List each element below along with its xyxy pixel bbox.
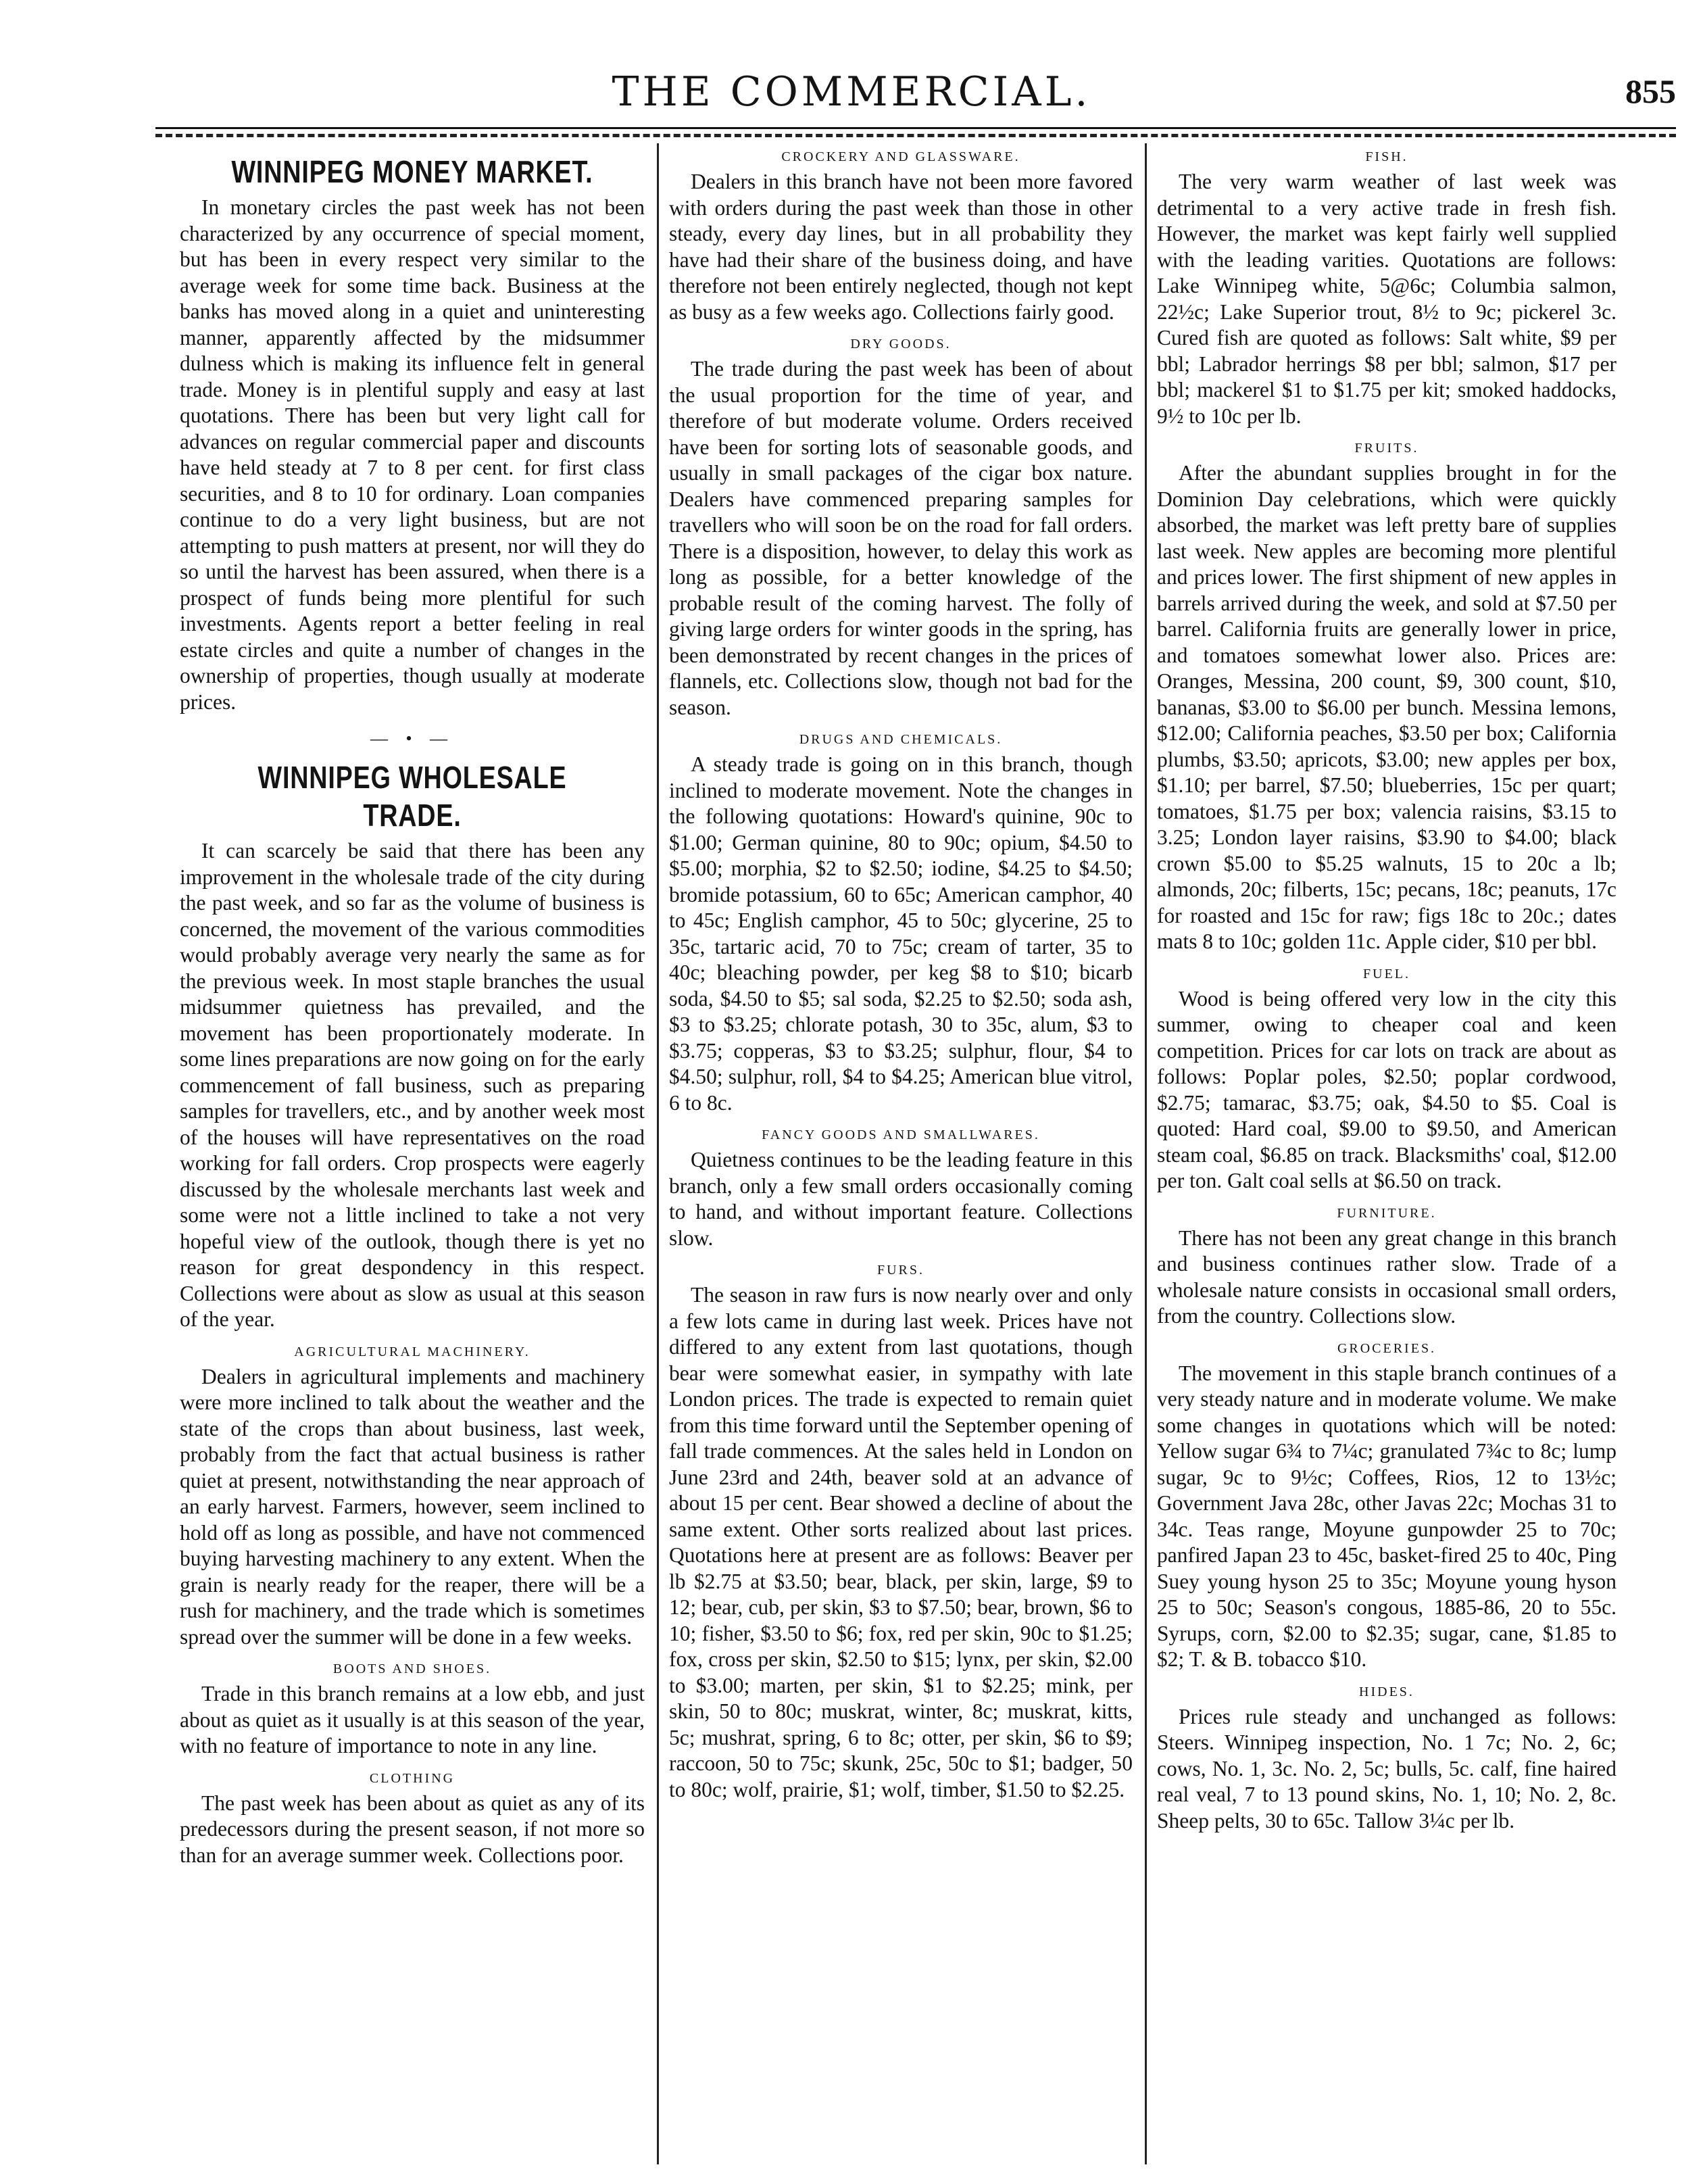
fruits-heading: FRUITS.: [1354, 441, 1419, 456]
furs-paragraph: The season in raw furs is now nearly over and only a few lots came in during last week. Prices have not differed to any extent from last quotations, though bear were somewhat easier, in sympathy with late London prices. The trade is expected to remain quiet from this time forward until the September opening of fall trade commences. At the sales held in London on June 23rd and 24th, beaver sold at an advance of about 15 per cent. Bear showed a decline of about the same extent. Other sorts realized about last prices. Quotations here at present are as follows: Beaver per lb $2.75 at $3.50; bear, black, per skin, large, $9 to 12; bear, cub, per skin, $3 to $7.50; bear, brown, $6 to 10; fisher, $3.50 to $6; fox, red per skin, 90c to $1.25; fox, cross per skin, $2.50 to $15; lynx, per skin, $2.00 to $3.00; marten, per skin, $1 to $2.25; mink, per skin, 50 to 80c; muskrat, winter, 8c; muskrat, kitts, 5c; mushrat, spring, 6 to 8c; otter, per skin, $6 to $9; raccoon, 50 to 75c; skunk, 25c, 50c to $1; badger, 50 to 80c; wolf, prairie, $1; wolf, timber, $1.50 to $2.25.: [669, 1283, 1133, 1801]
page-header: [0, 0, 1703, 135]
page-number: 855: [1625, 72, 1676, 110]
furs-heading: FURS.: [877, 1263, 925, 1278]
wholesale-trade-title: WINNIPEG WHOLESALE TRADE.: [257, 760, 567, 833]
groceries-heading: GROCERIES.: [1337, 1340, 1437, 1356]
column-divider-1: [657, 143, 659, 2164]
crockery-heading: CROCKERY AND GLASSWARE.: [781, 149, 1020, 164]
boots-shoes-paragraph: Trade in this branch remains at a low ebb, and just about as quiet as it usually is at this season of the year, with no feature of importance to note in any line.: [180, 1682, 645, 1757]
hides-paragraph: Prices rule steady and unchanged as follows: Steers. Winnipeg inspection, No. 1 7c; No. 2, 6c; cows, No. 1, 3c. No. 2, 5c; bulls, 5c. calf, fine haired real veal, 7 to 13 pound skins, No. 1, 10; No. 2, 8c. Sheep pelts, 30 to 65c. Tallow 3¼c per lb.: [1157, 1704, 1616, 1833]
drugs-chemicals-paragraph: A steady trade is going on in this branch, though inclined to moderate movement. Note the changes in the following quotations: Howard's quinine, 90c to $1.00; German quinine, 80 to 90c; opium, $4.50 to $5.00; morphia, $2 to $2.50; iodine, $4.25 to $4.50; bromide potassium, 60 to 65c; American camphor, 40 to 45c; English camphor, 45 to 50c; glycerine, 25 to 35c, tartaric acid, 70 to 75c; cream of tarter, 35 to 40c; bleaching powder, per keg $8 to $10; bicarb soda, $4.50 to $5; sal soda, $2.25 to $2.50; soda ash, $3 to $3.25; chlorate potash, 30 to 35c, alum, $3 to $3.75; copperas, $3 to $3.25; sulphur, flour, $4 to $4.50; sulphur, roll, $4 to $4.25; American blue vitrol, 6 to 8c.: [669, 752, 1133, 1115]
boots-shoes-heading: BOOTS AND SHOES.: [332, 1661, 492, 1676]
fruits-paragraph: After the abundant supplies brought in for the Dominion Day celebrations, which were quickly absorbed, the market was left pretty bare of supplies last week. New apples are becoming more plentiful and prices lower. The first shipment of new apples in barrels arrived during the week, and sold at $7.50 per barrel. California fruits are generally lower in price, and tomatoes somewhat lower also. Prices are: Oranges, Messina, 200 count, $9, 300 count, $10, bananas, $3.00 to $6.00 per bunch. Messina lemons, $12.00; California peaches, $3.50 per box; California plumbs, $3.50; apricots, $3.00; new apples per box, $1.10; per barrel, $7.50; blueberries, 15c per quart; tomatoes, $1.75 per box; valencia raisins, $3.15 to 3.25; London layer raisins, $3.90 to $4.00; black crown $5.00 to $5.25 walnuts, 15 to 20c a lb; almonds, 20c; filberts, 15c; pecans, 18c; peanuts, 17c for roasted and 15c for raw; figs 18c to 20c.; dates mats 8 to 10c; golden 11c. Apple cider, $10 per bbl.: [1157, 461, 1616, 953]
money-market-paragraph: In monetary circles the past week has not been characterized by any occurrence of special moment, but has been in every respect very similar to the average week for some time back. Business at the banks has moved along in a quiet and uninteresting manner, apparently affected by the midsummer dulness which is making its influence felt in general trade. Money is in plentiful supply and easy at last quotations. There has been but very light call for advances on regular commercial paper and discounts have held steady at 7 to 8 per cent. for first class securities, and 8 to 10 for ordinary. Loan companies continue to do a very light business, but are not attempting to push matters at present, nor will they do so until the harvest has been assured, when there is a prospect of funds being more plentiful for such investments. Agents report a better feeling in real estate circles and quite a number of changes in the ownership of properties, though usually at moderate prices.: [180, 195, 645, 714]
header-rule-dashed: [155, 134, 1676, 137]
agricultural-machinery-heading: AGRICULTURAL MACHINERY.: [294, 1344, 530, 1359]
furniture-paragraph: There has not been any great change in this branch and business continues rather slow. Trade of a wholesale nature consists in occasional small orders, from the country. Collections slow.: [1157, 1226, 1616, 1328]
agricultural-machinery-paragraph: Dealers in agricultural implements and machinery were more inclined to talk about the weather and the state of the crops than about business, last week, probably from the fact that actual business is rather quiet at present, notwithstanding the near approach of an early harvest. Farmers, however, seem inclined to hold off as long as possible, and have not commenced buying harvesting machinery to any extent. When the grain is nearly ready for the reaper, there will be a rush for machinery, and the trade which is sometimes spread over the summer will be done in a few weeks.: [180, 1364, 645, 1649]
dry-goods-heading: DRY GOODS.: [850, 337, 952, 351]
wholesale-trade-paragraph: It can scarcely be said that there has been any improvement in the wholesale trade of the city during the past week, and so far as the volume of business is concerned, the movement of the various commodities would probably average very nearly the same as for the previous week. In most staple branches the usual midsummer quietness has prevailed, and the movement has been proportionately moderate. In some lines preparations are now going on for the early commencement of fall business, such as preparing samples for travellers, etc., and by another week most of the houses will have representatives on the road working for fall orders. Crop prospects were eagerly discussed by the wholesale merchants last week and some were not a little inclined to take a not very hopeful view of the outlook, though there is yet no reason for great despondency in this respect. Collections were about as slow as usual at this season of the year.: [180, 839, 645, 1331]
crockery-paragraph: Dealers in this branch have not been more favored with orders during the past week than those in other steady, every day lines, but in all probability they have had their share of the business doing, and have therefore not been entirely neglected, though not kept as busy as a few weeks ago. Collections fairly good.: [669, 170, 1133, 324]
clothing-paragraph: The past week has been about as quiet as any of its predecessors during the present season, if not more so than for an average summer week. Collections poor.: [180, 1791, 645, 1867]
column-divider-2: [1145, 143, 1147, 2164]
column-3: [1157, 143, 1616, 2164]
fancy-goods-heading: FANCY GOODS AND SMALLWARES.: [762, 1127, 1040, 1142]
fish-paragraph: The very warm weather of last week was detrimental to a very active trade in fresh fish. However, the market was kept fairly well supplied with the leading varities. Quotations are follows: Lake Winnipeg white, 5@6c; Columbia salmon, 22½c; Lake Superior trout, 8½ to 9c; pickerel 3c. Cured fish are quoted as follows: Salt white, $9 per bbl; Labrador herrings $8 per bbl; salmon, $17 per bbl; mackerel $1 to $1.75 per kit; smoked haddocks, 9½ to 10c per lb.: [1157, 170, 1616, 428]
column-2: [669, 143, 1133, 2164]
clothing-heading: CLOTHING: [369, 1770, 455, 1786]
fuel-paragraph: Wood is being offered very low in the city this summer, owing to cheaper coal and keen competition. Prices for car lots on track are about as follows: Poplar poles, $2.50; poplar cordwood, $2.75; tamarac, $3.75; oak, $4.50 to $5. Coal is quoted: Hard coal, $9.00 to $9.50, and American steam coal, $6.85 on track. Blacksmiths' coal, $12.00 per ton. Galt coal sells at $6.50 on track.: [1157, 986, 1616, 1192]
dry-goods-paragraph: The trade during the past week has been of about the usual proportion for the time of year, and therefore of but moderate volume. Orders received have been for sorting lots of seasonable goods, and usually in small packages of the cigar box nature. Dealers have commenced preparing samples for travellers who will soon be on the road for fall orders. There is a disposition, however, to delay this work as long as possible, for a better knowledge of the probable result of the coming harvest. The folly of giving large orders for winter goods in the spring, has been demonstrated by recent changes in the prices of flannels, etc. Collections slow, though not bad for the season.: [669, 357, 1133, 719]
hides-heading: HIDES.: [1359, 1684, 1414, 1699]
money-market-title: WINNIPEG MONEY MARKET.: [231, 154, 593, 189]
fish-heading: FISH.: [1365, 149, 1408, 164]
groceries-paragraph: The movement in this staple branch continues of a very steady nature and in moderate volume. We make some changes in quotations which will be noted: Yellow sugar 6¾ to 7¼c; granulated 7¾c to 8c; lump sugar, 9c to 9½c; Coffees, Rios, 12 to 13½c; Government Java 28c, other Javas 22c; Mochas 31 to 34c. Teas range, Moyune gunpowder 25 to 70c; panfired Japan 23 to 45c, basket-fired 25 to 40c, Ping Suey young hyson 25 to 35c; Moyune young hyson 25 to 50c; Season's congous, 1885-86, 20 to 55c. Syrups, corn, $2.00 to $2.35; sugar, cane, $1.85 to $2; T. & B. tobacco $10.: [1157, 1361, 1616, 1671]
masthead: THE COMMERCIAL.: [612, 68, 1091, 116]
drugs-chemicals-heading: DRUGS AND CHEMICALS.: [799, 732, 1003, 747]
furniture-heading: FURNITURE.: [1337, 1205, 1437, 1221]
fuel-heading: FUEL.: [1363, 966, 1410, 981]
fancy-goods-paragraph: Quietness continues to be the leading feature in this branch, only a few small orders occasionally coming to hand, and without important feature. Collections slow.: [669, 1148, 1133, 1250]
column-1: [180, 143, 645, 2164]
section-ornament: — • —: [370, 729, 455, 748]
header-rule-thin: [155, 127, 1676, 129]
